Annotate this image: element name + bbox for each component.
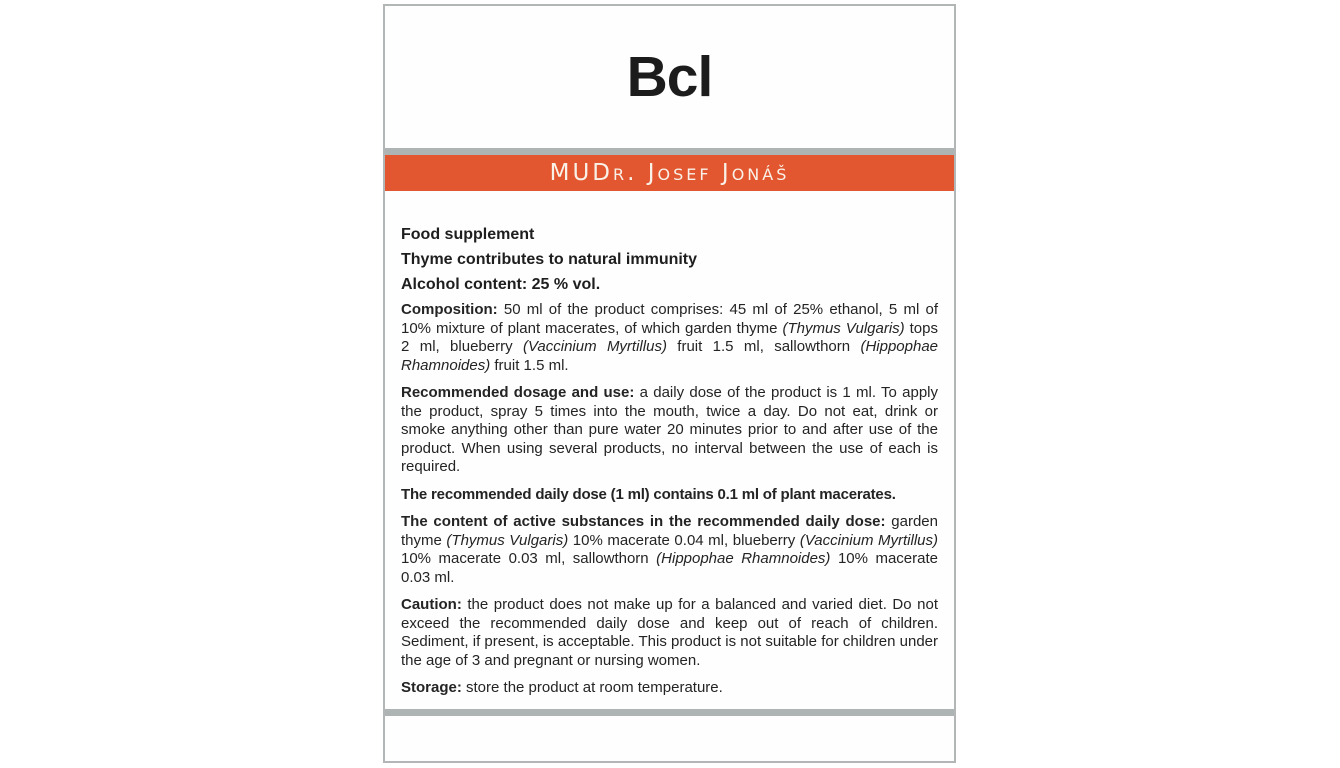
bottom-divider-bar (385, 709, 954, 716)
doctor-name-text: MUDr. Josef Jonáš (549, 159, 790, 186)
paragraph-active-substances: The content of active substances in the recommended daily dose: garden thyme (Thymus Vulgaris) 10% macerate 0.04 ml, blueberry (Vaccinium Myrtillus) 10% macerate 0.03 ml, sallowthorn (Hippophae Rhamnoides) 10% macerate 0.03 ml. (401, 513, 939, 586)
paragraph-caution: Caution: the product does not make up for a balanced and varied diet. Do not exceed the recommended daily dose and keep out of reach of children. Sediment, if present, is acceptable. This product is not suitable for children under the age of 3 and pregnant or nursing women. (401, 596, 938, 669)
paragraph-daily-dose: The recommended daily dose (1 ml) contains 0.1 ml of plant macerates. (401, 485, 896, 503)
heading-food-supplement: Food supplement (401, 226, 535, 243)
paragraph-storage: Storage: store the product at room temperature. (401, 679, 723, 696)
top-divider-bar (385, 148, 954, 155)
paragraph-composition: Composition: 50 ml of the product comprises: 45 ml of 25% ethanol, 5 ml of 10% mixture of plant macerates, of which garden thyme (Thymus Vulgaris) tops 2 ml, blueberry (Vaccinium Myrtillus) fruit 1.5 ml, sallowthorn (Hippophae Rhamnoides) fruit 1.5 ml. (401, 301, 939, 374)
heading-alcohol-content: Alcohol content: 25 % vol. (401, 276, 601, 293)
brand-title: Bcl (626, 44, 713, 109)
doctor-name-banner (385, 155, 954, 191)
heading-thyme-immunity: Thyme contributes to natural immunity (401, 251, 698, 268)
label-header (385, 6, 954, 148)
product-label (383, 4, 956, 763)
label-body (385, 191, 954, 709)
paragraph-dosage-use: Recommended dosage and use: a daily dose of the product is 1 ml. To apply the product, spray 5 times into the mouth, twice a day. Do not eat, drink or smoke anything other than pure water 20 minutes prior to and after use of the product. When using several products, no interval between the use of each is required. (401, 384, 938, 475)
label-footer (385, 716, 954, 761)
